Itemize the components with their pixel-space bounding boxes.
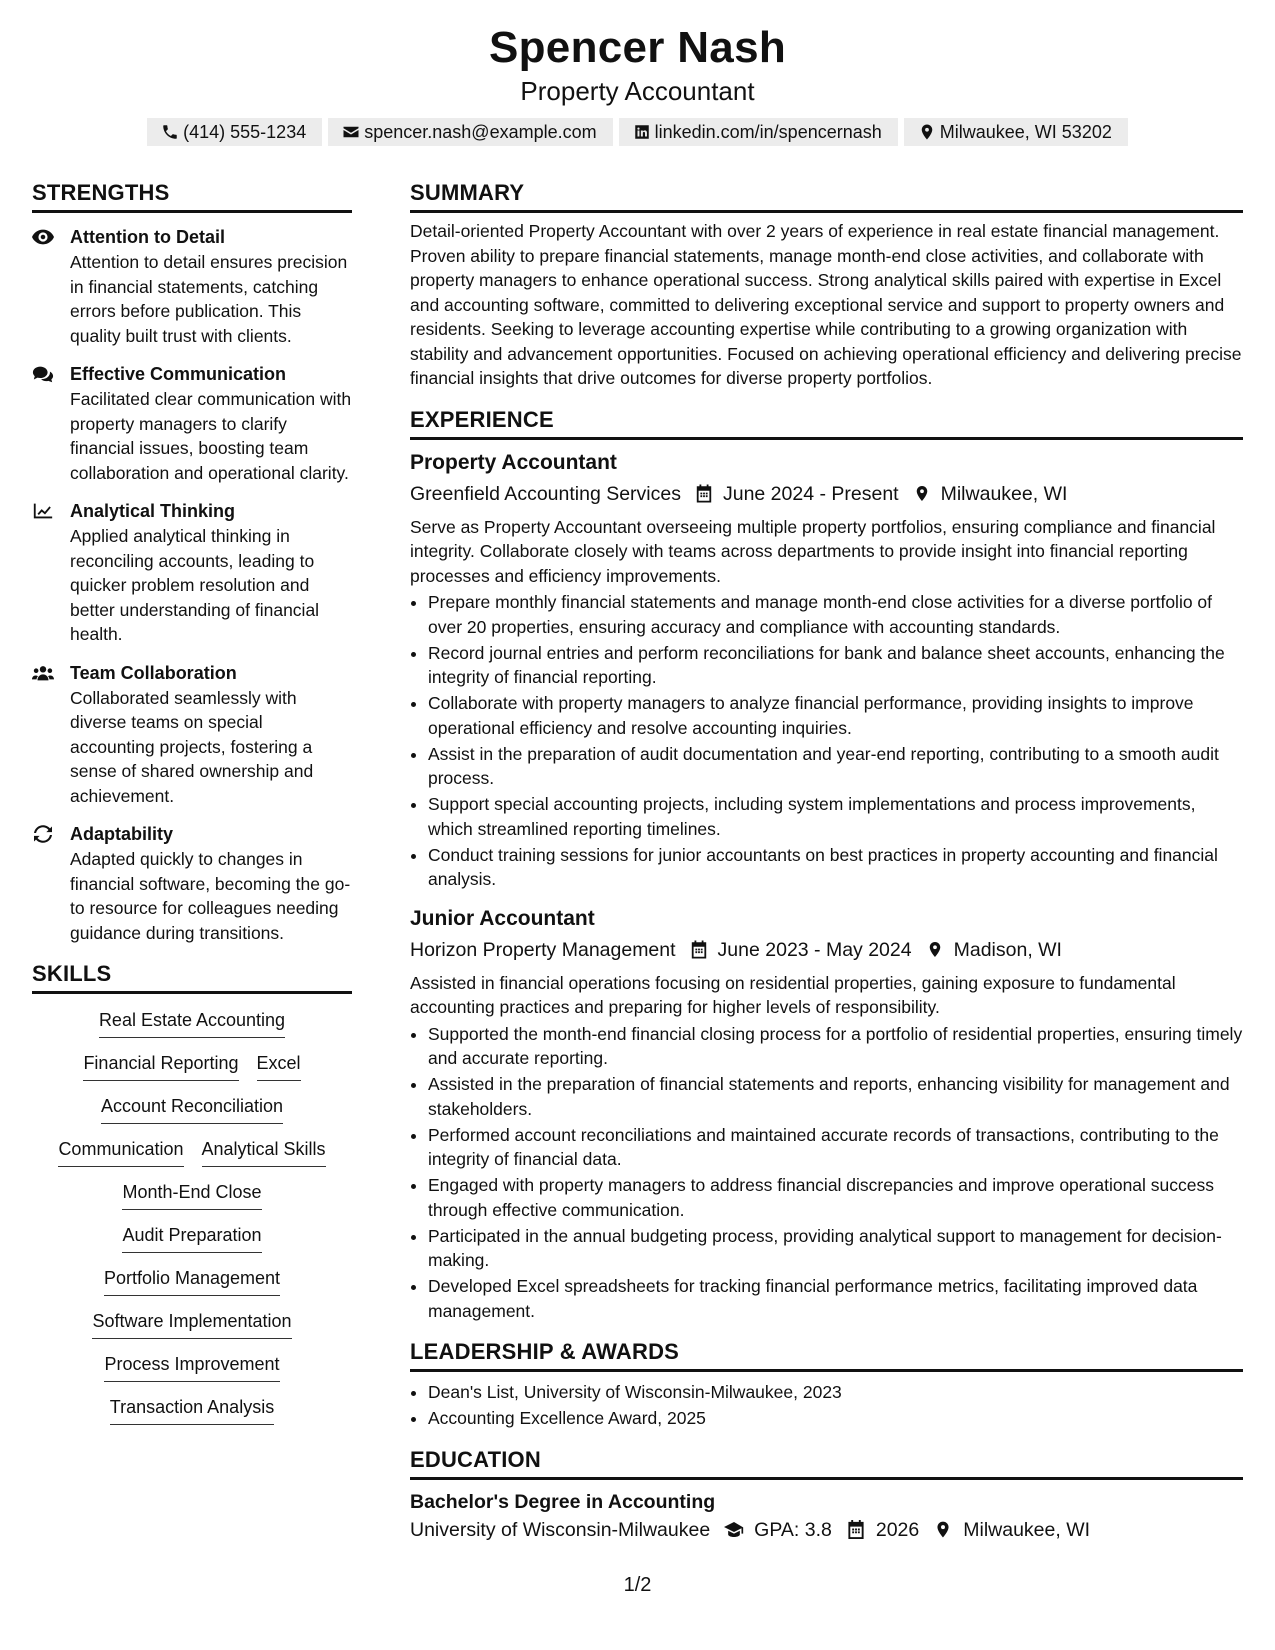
job-entry xyxy=(410,448,1243,892)
job-company: Greenfield Accounting Services xyxy=(410,482,681,505)
job-location: Madison, WI xyxy=(953,938,1062,961)
bullet-item: • Developed Excel spreadsheets for tracking financial performance metrics, facilitating improved data management. xyxy=(428,1274,1243,1323)
experience-title: EXPERIENCE xyxy=(410,405,1243,440)
bullet-item: • Supported the month-end financial closing process for a portfolio of residential properties, ensuring timely and accurate reporting. xyxy=(428,1022,1243,1071)
skill-tag: Communication xyxy=(58,1137,183,1167)
summary-text: Detail-oriented Property Accountant with over 2 years of experience in real estate financial management. Proven ability to prepare financial statements, manage month-end close activities, and collaborate with property managers to enhance operational success. Strong analytical skills paired with expertise in Excel and accounting software, committed to delivering exceptional service and support to property owners and residents. Seeking to leverage accounting expertise while contributing to a growing organization with stability and advancement opportunities. Focused on achieving operational efficiency and delivering precise financial insights that drive outcomes for diverse property portfolios. xyxy=(410,221,1242,388)
job-dates: June 2023 - May 2024 xyxy=(717,938,912,961)
contact-email-text[interactable]: spencer.nash@example.com xyxy=(364,122,597,142)
skills-title: SKILLS xyxy=(32,959,352,994)
candidate-name: Spencer Nash xyxy=(488,23,787,72)
skill-tag: Financial Reporting xyxy=(83,1051,238,1081)
strength-desc: Facilitated clear communication with property managers to clarify financial issues, boosting team collaboration and operational clarity. xyxy=(70,389,352,483)
job-description: Assisted in financial operations focusing on residential properties, gaining exposure to fundamental accounting practices and preparing for higher levels of responsibility. xyxy=(410,972,1176,1017)
skill-tag: Portfolio Management xyxy=(104,1266,280,1296)
contact-linkedin[interactable] xyxy=(619,118,898,146)
left-column xyxy=(32,178,352,1438)
strength-title: Analytical Thinking xyxy=(70,501,236,521)
comments-icon xyxy=(32,365,54,383)
skill-tag: Real Estate Accounting xyxy=(99,1008,285,1038)
bullet-item: • Performed account reconciliations and maintained accurate records of transactions, contributing to the integrity of financial data. xyxy=(428,1123,1243,1172)
strength-desc: Adapted quickly to changes in financial software, becoming the go-to resource for colleagues needing guidance during transitions. xyxy=(70,849,351,943)
skills-list xyxy=(32,1008,352,1425)
right-column xyxy=(410,178,1243,1544)
calendar-icon xyxy=(690,940,708,959)
contact-linkedin-text[interactable]: linkedin.com/in/spencernash xyxy=(654,122,882,142)
job-bullets xyxy=(410,590,1243,892)
education-year: 2026 xyxy=(875,1518,920,1541)
contact-email[interactable] xyxy=(328,118,612,146)
skill-tag: Month-End Close xyxy=(122,1180,261,1210)
job-meta xyxy=(410,935,1243,965)
skill-tag: Analytical Skills xyxy=(202,1137,326,1167)
bullet-item: • Collaborate with property managers to analyze financial performance, providing insights to improve operational efficiency and resolve accounting inquiries. xyxy=(428,691,1243,740)
map-pin-icon xyxy=(933,1520,953,1539)
skill-tag: Transaction Analysis xyxy=(110,1395,274,1425)
education-school: University of Wisconsin-Milwaukee xyxy=(410,1518,711,1541)
calendar-icon xyxy=(695,484,713,503)
skill-tag: Account Reconciliation xyxy=(101,1094,283,1124)
job-description: Serve as Property Accountant overseeing multiple property portfolios, ensuring compliance and financial integrity. Collaborate closely with teams across departments to provide insight into financial reporting processes and efficiency improvements. xyxy=(410,516,1216,586)
phone-icon xyxy=(161,123,179,141)
eye-icon xyxy=(32,228,54,246)
strength-desc: Attention to detail ensures precision in financial statements, catching errors before publication. This quality built trust with clients. xyxy=(70,252,348,346)
skill-tag: Excel xyxy=(257,1051,301,1081)
graduation-cap-icon xyxy=(724,1520,744,1539)
strength-desc: Collaborated seamlessly with diverse teams on special accounting projects, fostering a sense of shared ownership and achievement. xyxy=(70,687,314,806)
strength-item xyxy=(32,822,352,945)
job-meta xyxy=(410,479,1243,509)
bullet-item: • Conduct training sessions for junior accountants on best practices in property accounting and financial analysis. xyxy=(428,843,1243,892)
strengths-title: STRENGTHS xyxy=(32,178,352,213)
bullet-item: • Participated in the annual budgeting process, providing analytical support to management for decision-making. xyxy=(428,1224,1243,1273)
awards-title: LEADERSHIP & AWARDS xyxy=(410,1337,1243,1372)
contact-phone-text: (414) 555-1234 xyxy=(183,122,307,142)
education-degree: Bachelor's Degree in Accounting xyxy=(410,1490,716,1513)
calendar-icon xyxy=(846,1520,866,1539)
candidate-role: Property Accountant xyxy=(520,76,755,106)
skill-tag: Process Improvement xyxy=(104,1352,279,1382)
job-location: Milwaukee, WI xyxy=(940,482,1068,505)
strength-title: Attention to Detail xyxy=(70,227,225,247)
summary-title: SUMMARY xyxy=(410,178,1243,213)
bullet-item: • Prepare monthly financial statements and manage month-end close activities for a diverse portfolio of over 20 properties, ensuring accuracy and compliance with accounting standards. xyxy=(428,590,1243,639)
award-item: • Dean's List, University of Wisconsin-Milwaukee, 2023 xyxy=(428,1380,1243,1405)
contact-phone xyxy=(147,118,322,146)
page-number: 1/2 xyxy=(623,1574,652,1596)
resume-header xyxy=(0,22,1275,146)
strength-item xyxy=(32,499,352,647)
strength-title: Adaptability xyxy=(70,824,174,844)
skill-tag: Software Implementation xyxy=(92,1309,291,1339)
users-icon xyxy=(32,664,54,682)
job-title: Property Accountant xyxy=(410,450,617,474)
map-pin-icon xyxy=(926,940,944,959)
bullet-item: • Record journal entries and perform reconciliations for bank and balance sheet accounts, enhancing the integrity of financial reporting. xyxy=(428,641,1243,690)
contact-location-text: Milwaukee, WI 53202 xyxy=(939,122,1112,142)
job-company: Horizon Property Management xyxy=(410,938,676,961)
bullet-item: • Support special accounting projects, including system implementations and process improvements, which streamlined reporting timelines. xyxy=(428,792,1243,841)
education-gpa: GPA: 3.8 xyxy=(754,1518,832,1541)
sync-icon xyxy=(32,825,54,843)
bullet-item: • Engaged with property managers to address financial discrepancies and improve operational success through effective communication. xyxy=(428,1173,1243,1222)
contact-location xyxy=(904,118,1128,146)
job-bullets xyxy=(410,1022,1243,1324)
education-location: Milwaukee, WI xyxy=(963,1518,1091,1541)
bullet-item: • Assisted in the preparation of financial statements and reports, enhancing visibility for management and stakeholders. xyxy=(428,1072,1243,1121)
job-title: Junior Accountant xyxy=(410,906,595,930)
strength-item xyxy=(32,362,352,485)
strength-desc: Applied analytical thinking in reconciling accounts, leading to quicker problem resolution and better understanding of financial health. xyxy=(70,526,320,644)
skill-tag: Audit Preparation xyxy=(122,1223,261,1253)
strengths-list xyxy=(32,225,352,945)
education-meta xyxy=(410,1516,1243,1544)
awards-list xyxy=(410,1380,1243,1431)
education-title: EDUCATION xyxy=(410,1445,1243,1480)
job-entry xyxy=(410,904,1243,1324)
chart-line-icon xyxy=(32,502,54,520)
job-dates: June 2024 - Present xyxy=(722,482,899,505)
linkedin-icon xyxy=(633,123,651,141)
envelope-icon xyxy=(342,123,360,141)
contact-bar xyxy=(0,118,1275,146)
award-item: • Accounting Excellence Award, 2025 xyxy=(428,1406,1243,1431)
strength-item xyxy=(32,225,352,348)
map-pin-icon xyxy=(918,123,936,141)
strength-item xyxy=(32,661,352,809)
bullet-item: • Assist in the preparation of audit documentation and year-end reporting, contributing to a smooth audit process. xyxy=(428,742,1243,791)
strength-title: Team Collaboration xyxy=(70,662,237,683)
strength-title: Effective Communication xyxy=(70,364,287,384)
map-pin-icon xyxy=(913,484,931,503)
